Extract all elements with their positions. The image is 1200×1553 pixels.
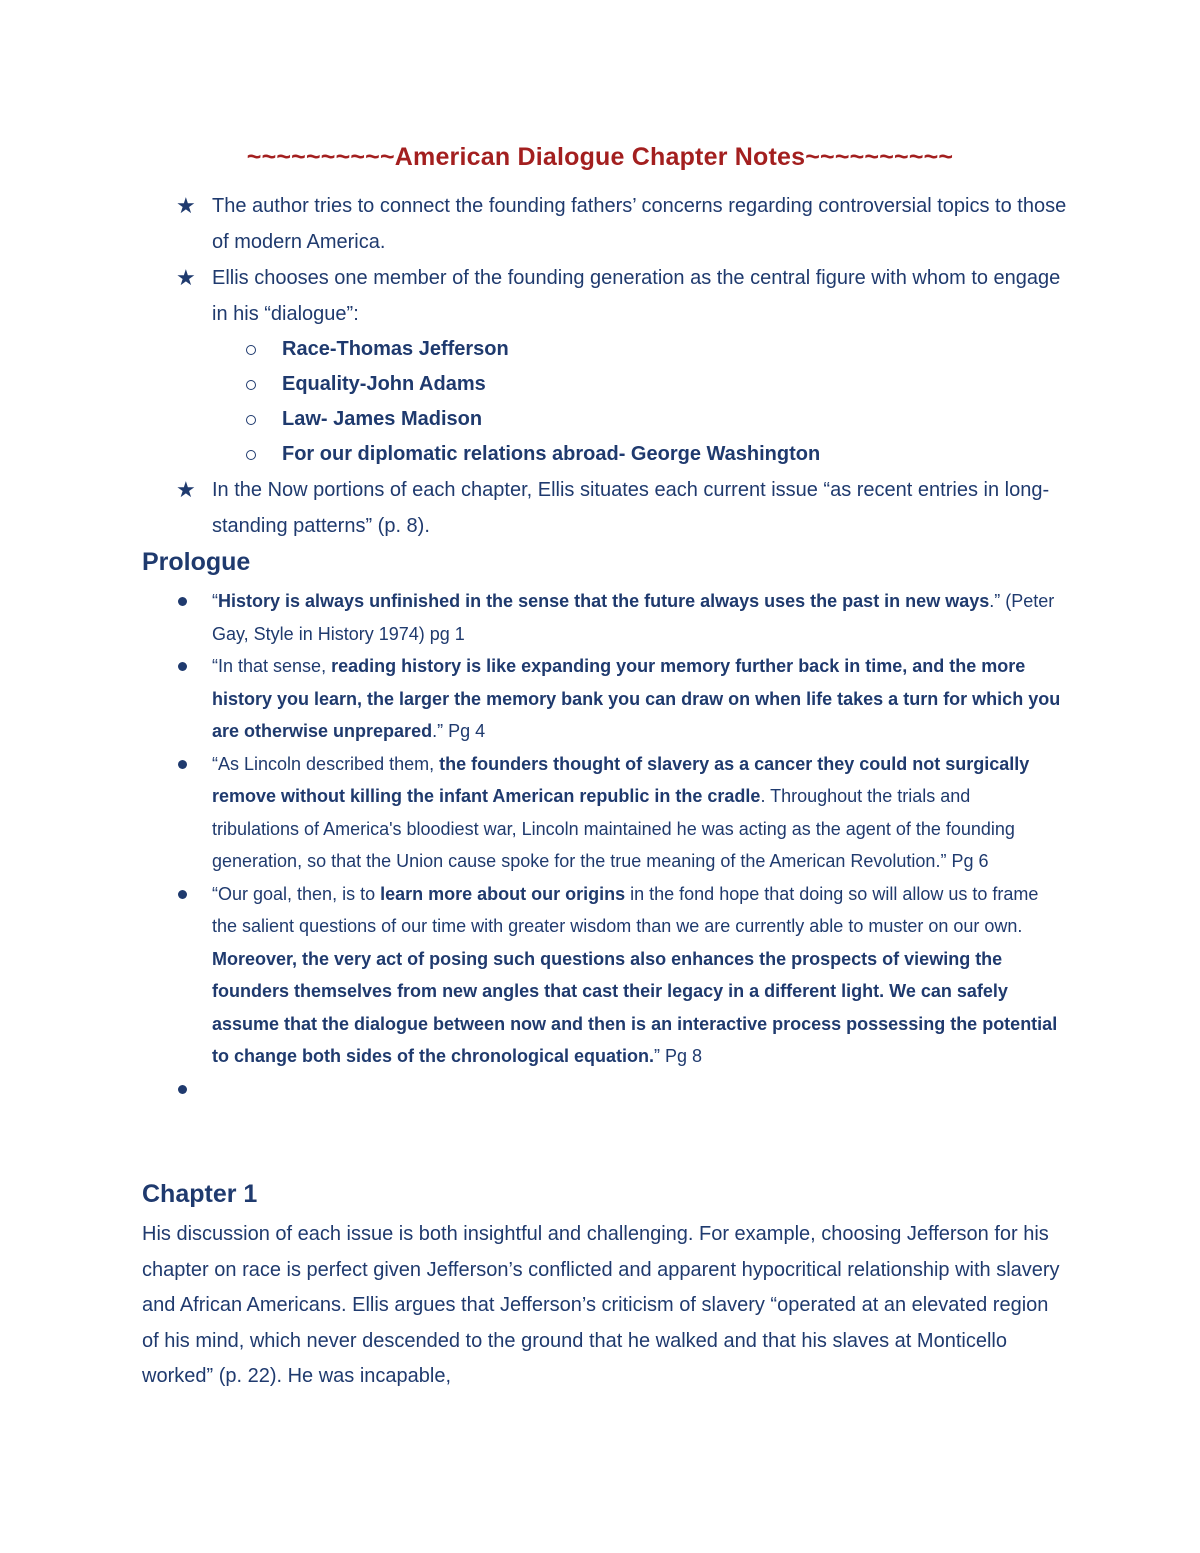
figure-item <box>246 332 1076 367</box>
star-bullet-icon: ★ <box>176 265 196 290</box>
document-title: ~~~~~~~~~~American Dialogue Chapter Notes~~~~~~~~~~ <box>246 143 954 171</box>
quote-item: “In that sense, reading history is like expanding your memory further back in time, and the more history you learn, the larger the memory bank you can draw on when life takes a turn for which you are otherwise unprepared.” Pg 4 <box>172 650 1062 748</box>
intro-text: In the Now portions of each chapter, Ellis situates each current issue “as recent entries in long-standing patterns” (p. 8). <box>212 479 1050 537</box>
quote-item: “Our goal, then, is to learn more about our origins in the fond hope that doing so will allow us to frame the salient questions of our time with greater wisdom than we are currently able to muster on our own. Moreover, the very act of posing such questions also enhances the prospects of viewing the founders themselves from new angles that cast their legacy in a different light. We can safely assume that the dialogue between now and then is an interactive process possessing the potential to change both sides of the chronological equation.” Pg 8 <box>172 878 1062 1073</box>
intro-item <box>176 188 1076 260</box>
intro-text: The author tries to connect the founding fathers’ concerns regarding controversial topics to those of modern America. <box>212 195 1067 253</box>
star-bullet-icon: ★ <box>176 193 196 218</box>
figure-text: Equality-John Adams <box>282 373 486 395</box>
intro-item <box>176 472 1076 544</box>
dot-bullet-icon <box>178 760 187 769</box>
intro-item <box>176 260 1076 332</box>
figure-text: Law- James Madison <box>282 408 483 430</box>
dot-bullet-icon <box>178 597 187 606</box>
dot-bullet-icon <box>178 662 187 671</box>
circle-bullet-icon <box>246 450 256 460</box>
quote-item: “As Lincoln described them, the founders thought of slavery as a cancer they could not surgically remove without killing the infant American republic in the cradle. Throughout the trials and tribulations of America's bloodiest war, Lincoln maintained he was acting as the agent of the founding generation, so that the Union cause spoke for the true meaning of the American Revolution.” Pg 6 <box>172 748 1062 878</box>
figure-list <box>176 332 1076 472</box>
dot-bullet-icon <box>178 1085 187 1094</box>
prologue-heading: Prologue <box>142 548 251 576</box>
chapter1-paragraph: His discussion of each issue is both insightful and challenging. For example, choosing Jefferson for his chapter on race is perfect given Jefferson’s conflicted and apparent hypocritical relationship with slavery and African Americans. Ellis argues that Jefferson’s criticism of slavery “operated at an elevated region of his mind, which never descended to the ground that he walked and that his slaves at Monticello worked” (p. 22). He was incapable, <box>142 1223 1060 1387</box>
figure-item <box>246 402 1076 437</box>
circle-bullet-icon <box>246 380 256 390</box>
prologue-quote-list <box>172 585 1062 1105</box>
dot-bullet-icon <box>178 890 187 899</box>
figure-item <box>246 437 1076 472</box>
intro-text: Ellis chooses one member of the founding generation as the central figure with whom to engage in his “dialogue”: <box>212 267 1061 325</box>
quote-item: “History is always unfinished in the sense that the future always uses the past in new ways.” (Peter Gay, Style in History 1974) pg 1 <box>172 585 1062 650</box>
figure-text: Race-Thomas Jefferson <box>282 338 509 360</box>
empty-quote-item <box>172 1073 1062 1106</box>
circle-bullet-icon <box>246 415 256 425</box>
intro-list <box>176 188 1076 544</box>
figure-text: For our diplomatic relations abroad- George Washington <box>282 443 821 465</box>
figure-item <box>246 367 1076 402</box>
chapter1-heading: Chapter 1 <box>142 1180 258 1208</box>
star-bullet-icon: ★ <box>176 477 196 502</box>
circle-bullet-icon <box>246 345 256 355</box>
